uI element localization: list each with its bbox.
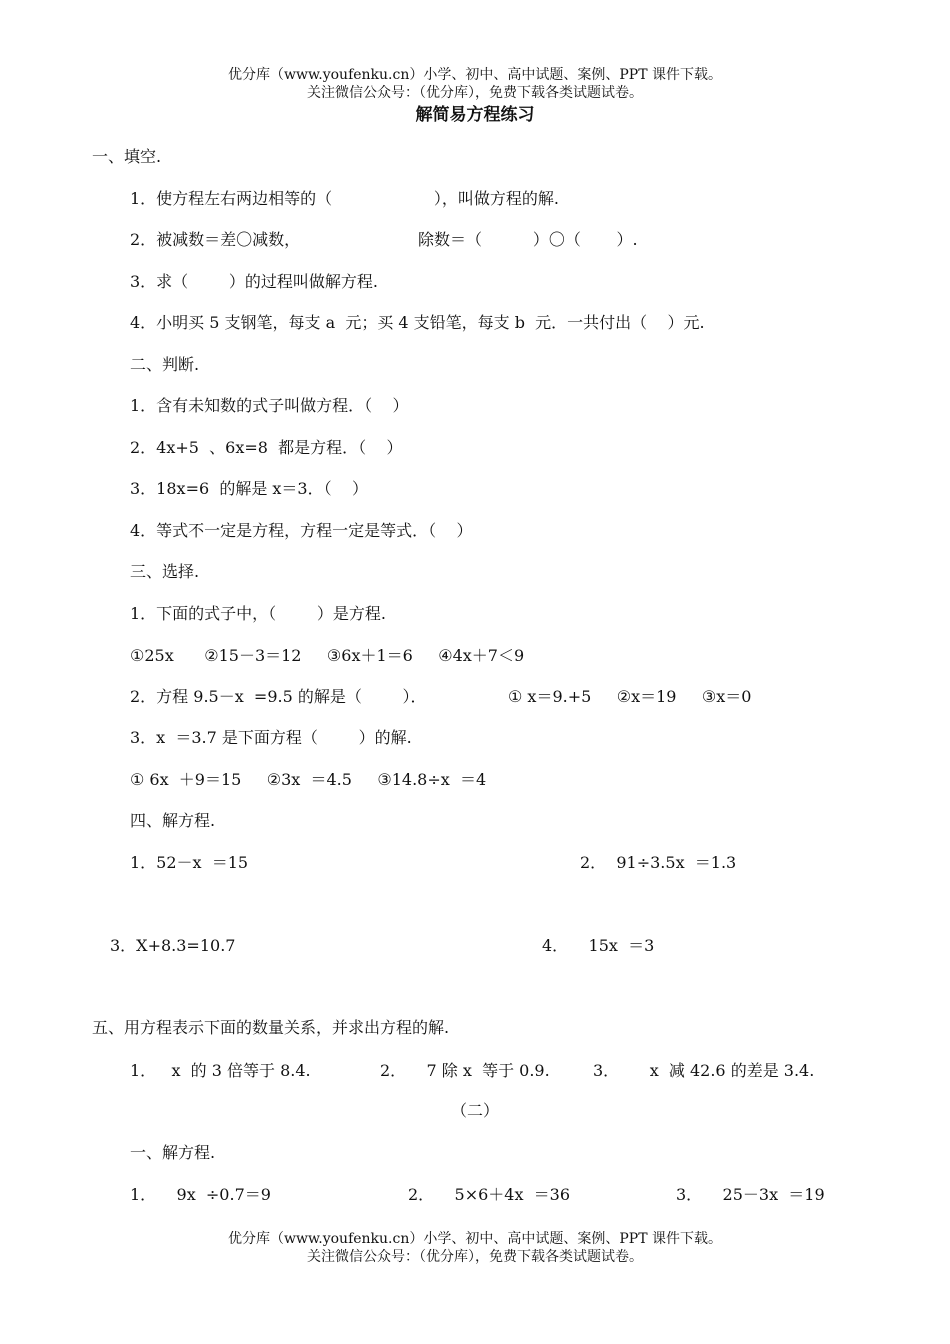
express-question-1: 1． x 的 3 倍等于 8.4. — [130, 1061, 311, 1080]
express-question-2: 2． 7 除 x 等于 0.9. — [380, 1061, 550, 1080]
part-two-question-1: 1． 9x ÷0.7＝9 — [130, 1185, 271, 1204]
solve-question-4: 4． 15x ＝3 — [542, 936, 655, 955]
section-express-heading: 五、用方程表示下面的数量关系，并求出方程的解. — [92, 1018, 450, 1037]
fill-question-1: 1．使方程左右两边相等的（ ），叫做方程的解. — [130, 189, 559, 208]
judge-question-3: 3．18x=6 的解是 x＝3．（ ） — [130, 479, 368, 498]
header-line-2: 关注微信公众号：（优分库），免费下载各类试题试卷。 — [307, 85, 643, 101]
header-line-1: 优分库（www.youfenku.cn）小学、初中、高中试题、案例、PPT 课件下载。 — [227, 67, 722, 83]
choice-question-2-options: ① x＝9.+5 ②x＝19 ③x＝0 — [508, 687, 752, 706]
part-two-question-2: 2． 5×6＋4x ＝36 — [408, 1185, 571, 1204]
fill-question-3: 3．求（ ）的过程叫做解方程. — [130, 272, 378, 291]
judge-question-1: 1．含有未知数的式子叫做方程．（ ） — [130, 396, 409, 415]
choice-question-1-options: ①25x ②15－3＝12 ③6x＋1＝6 ④4x＋7＜9 — [130, 646, 525, 665]
section-solve-heading: 四、解方程. — [130, 811, 216, 830]
footer-line-1: 优分库（www.youfenku.cn）小学、初中、高中试题、案例、PPT 课件下载。 — [227, 1231, 722, 1247]
choice-question-2: 2．方程 9.5－x =9.5 的解是（ ）． — [130, 687, 427, 706]
fill-question-2a: 2．被减数＝差〇减数， — [130, 230, 301, 249]
part-two-question-3: 3． 25－3x ＝19 — [676, 1185, 825, 1204]
fill-question-4: 4．小明买 5 支钢笔，每支 a 元；买 4 支铅笔，每支 b 元．一共付出（ ）元. — [130, 313, 705, 332]
section-fill-heading: 一、填空. — [92, 147, 162, 166]
judge-question-2: 2．4x+5 、6x=8 都是方程．（ ） — [130, 438, 403, 457]
express-question-3: 3． x 减 42.6 的差是 3.4. — [593, 1061, 815, 1080]
choice-question-1: 1．下面的式子中，（ ）是方程. — [130, 604, 386, 623]
part-two-heading: （二） — [450, 1101, 499, 1120]
choice-question-3: 3．x ＝3.7 是下面方程（ ）的解. — [130, 728, 412, 747]
footer-line-2: 关注微信公众号：（优分库），免费下载各类试题试卷。 — [307, 1249, 643, 1265]
part-two-solve-heading: 一、解方程. — [130, 1143, 216, 1162]
solve-question-2: 2． 91÷3.5x ＝1.3 — [580, 853, 737, 872]
solve-question-1: 1．52－x ＝15 — [130, 853, 249, 872]
fill-question-2b: 除数＝（ ）〇（ ）. — [418, 230, 638, 249]
section-judge-heading: 二、判断. — [130, 355, 200, 374]
section-choice-heading: 三、选择. — [130, 562, 200, 581]
page-title: 解简易方程练习 — [415, 105, 535, 125]
choice-question-3-options: ① 6x ＋9＝15 ②3x ＝4.5 ③14.8÷x ＝4 — [130, 770, 487, 789]
solve-question-3: 3．X+8.3=10.7 — [110, 936, 236, 955]
judge-question-4: 4．等式不一定是方程，方程一定是等式．（ ） — [130, 521, 473, 540]
